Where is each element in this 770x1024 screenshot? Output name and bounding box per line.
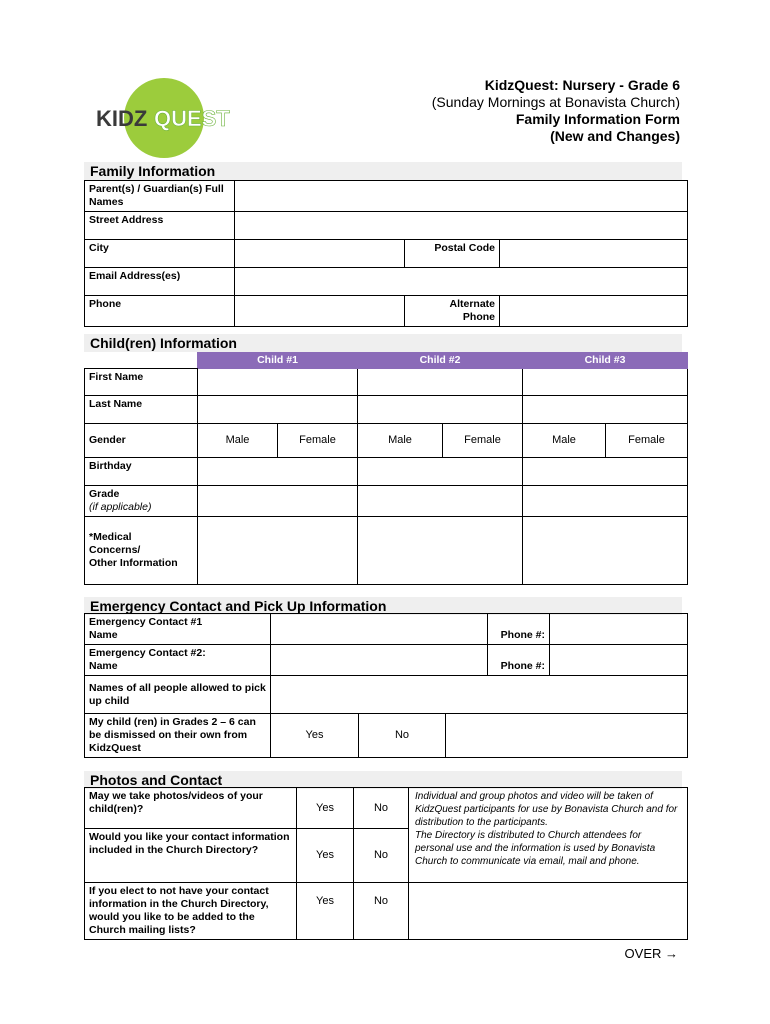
- child-2-grade[interactable]: [358, 486, 523, 517]
- photos-note: Individual and group photos and video will be taken of KidzQuest participants for use by Bonavista Church and for distribution to the participants.: [415, 791, 678, 828]
- child-1-medical[interactable]: [198, 517, 358, 585]
- child-2-male-option[interactable]: Male: [358, 424, 443, 458]
- emergency-1-label-line2: Name: [89, 629, 118, 641]
- emergency-2-label-line1: Emergency Contact #2:: [89, 647, 206, 659]
- alt-phone-label-line1: Alternate: [449, 298, 495, 310]
- emergency-1-phone-field[interactable]: [550, 614, 688, 645]
- child-2-female-option[interactable]: Female: [443, 424, 523, 458]
- postal-field[interactable]: [500, 240, 688, 268]
- child-3-grade[interactable]: [523, 486, 688, 517]
- mailing-yes-option[interactable]: Yes: [297, 883, 354, 940]
- child-1-female-option[interactable]: Female: [278, 424, 358, 458]
- directory-yes-option[interactable]: Yes: [297, 829, 354, 883]
- children-section-title: Child(ren) Information: [84, 334, 682, 352]
- alt-phone-label-line2: Phone: [462, 311, 495, 323]
- emergency-1-phone-label: Phone #:: [488, 614, 550, 645]
- child-2-birthday[interactable]: [358, 458, 523, 486]
- medical-label-line2: Concerns/: [89, 544, 141, 556]
- children-table: [84, 352, 688, 585]
- children-head-spacer: [85, 353, 198, 369]
- gender-label: Gender: [85, 424, 198, 458]
- directory-no-option[interactable]: No: [354, 829, 409, 883]
- dismiss-label: My child (ren) in Grades 2 – 6 can be dismissed on their own from KidzQuest: [85, 714, 271, 758]
- child-2-first-name[interactable]: [358, 369, 523, 396]
- medical-label-line1: *Medical: [89, 531, 132, 543]
- header-line-1: KidzQuest: Nursery - Grade 6: [484, 77, 680, 93]
- form-header: [432, 77, 680, 145]
- medical-label-line3: Other Information: [89, 557, 178, 569]
- guardians-field[interactable]: [235, 181, 688, 212]
- mailing-blank: [409, 883, 688, 940]
- header-line-2: (Sunday Mornings at Bonavista Church): [431, 94, 680, 110]
- child-2-last-name[interactable]: [358, 396, 523, 424]
- last-name-label: Last Name: [85, 396, 198, 424]
- photos-directory-note: [409, 788, 688, 883]
- mailing-question: If you elect to not have your contact information in the Church Directory, would you like to be added to the Church mailing lists?: [85, 883, 297, 940]
- header-line-4: (New and Changes): [550, 128, 680, 144]
- alt-phone-label: [405, 296, 500, 327]
- dismiss-no-option[interactable]: No: [359, 714, 446, 758]
- first-name-label: First Name: [85, 369, 198, 396]
- alt-phone-field[interactable]: [500, 296, 688, 327]
- emergency-1-label: [85, 614, 271, 645]
- photos-question: May we take photos/videos of your child(ren)?: [85, 788, 297, 829]
- logo-kidz-text: KIDZ: [96, 106, 148, 131]
- child-2-header: Child #2: [358, 353, 523, 369]
- city-field[interactable]: [235, 240, 405, 268]
- pickup-label: Names of all people allowed to pick up child: [85, 676, 271, 714]
- street-label: Street Address: [85, 212, 235, 240]
- photos-section-title: Photos and Contact: [84, 771, 682, 789]
- birthday-label: Birthday: [85, 458, 198, 486]
- email-field[interactable]: [235, 268, 688, 296]
- city-label: City: [85, 240, 235, 268]
- mailing-no-option[interactable]: No: [354, 883, 409, 940]
- pickup-field[interactable]: [271, 676, 688, 714]
- emergency-2-label-line2: Name: [89, 660, 118, 672]
- child-3-medical[interactable]: [523, 517, 688, 585]
- phone-label: Phone: [85, 296, 235, 327]
- grade-note: (if applicable): [89, 501, 152, 513]
- postal-label: Postal Code: [405, 240, 500, 268]
- emergency-section-title: Emergency Contact and Pick Up Information: [84, 597, 682, 615]
- header-line-3: Family Information Form: [515, 111, 680, 127]
- emergency-1-label-line1: Emergency Contact #1: [89, 616, 203, 628]
- child-3-male-option[interactable]: Male: [523, 424, 606, 458]
- medical-label: [85, 517, 198, 585]
- child-1-first-name[interactable]: [198, 369, 358, 396]
- photos-yes-option[interactable]: Yes: [297, 788, 354, 829]
- emergency-table: [84, 613, 688, 758]
- street-field[interactable]: [235, 212, 688, 240]
- child-2-medical[interactable]: [358, 517, 523, 585]
- child-1-male-option[interactable]: Male: [198, 424, 278, 458]
- emergency-2-name-field[interactable]: [271, 645, 488, 676]
- directory-question: Would you like your contact information included in the Church Directory?: [85, 829, 297, 883]
- child-3-last-name[interactable]: [523, 396, 688, 424]
- child-3-female-option[interactable]: Female: [606, 424, 688, 458]
- family-section-title: Family Information: [84, 162, 682, 180]
- grade-label: [85, 486, 198, 517]
- child-1-last-name[interactable]: [198, 396, 358, 424]
- child-3-header: Child #3: [523, 353, 688, 369]
- dismiss-blank: [446, 714, 688, 758]
- emergency-2-phone-field[interactable]: [550, 645, 688, 676]
- phone-field[interactable]: [235, 296, 405, 327]
- photos-no-option[interactable]: No: [354, 788, 409, 829]
- email-label: Email Address(es): [85, 268, 235, 296]
- child-1-header: Child #1: [198, 353, 358, 369]
- directory-note: The Directory is distributed to Church attendees for personal use and the information is used by Bonavista Church to communicate via email, mail and phone.: [415, 830, 656, 867]
- family-table: [84, 180, 688, 327]
- emergency-2-label: [85, 645, 271, 676]
- child-1-birthday[interactable]: [198, 458, 358, 486]
- emergency-2-phone-label: Phone #:: [488, 645, 550, 676]
- logo-quest-text: QUEST: [154, 106, 230, 131]
- child-3-birthday[interactable]: [523, 458, 688, 486]
- kidzquest-logo: [92, 76, 232, 166]
- child-3-first-name[interactable]: [523, 369, 688, 396]
- dismiss-yes-option[interactable]: Yes: [271, 714, 359, 758]
- grade-label-text: Grade: [89, 488, 120, 500]
- photos-table: [84, 787, 688, 940]
- emergency-1-name-field[interactable]: [271, 614, 488, 645]
- child-1-grade[interactable]: [198, 486, 358, 517]
- over-indicator: OVER →: [624, 946, 678, 961]
- guardians-label: Parent(s) / Guardian(s) Full Names: [85, 181, 235, 212]
